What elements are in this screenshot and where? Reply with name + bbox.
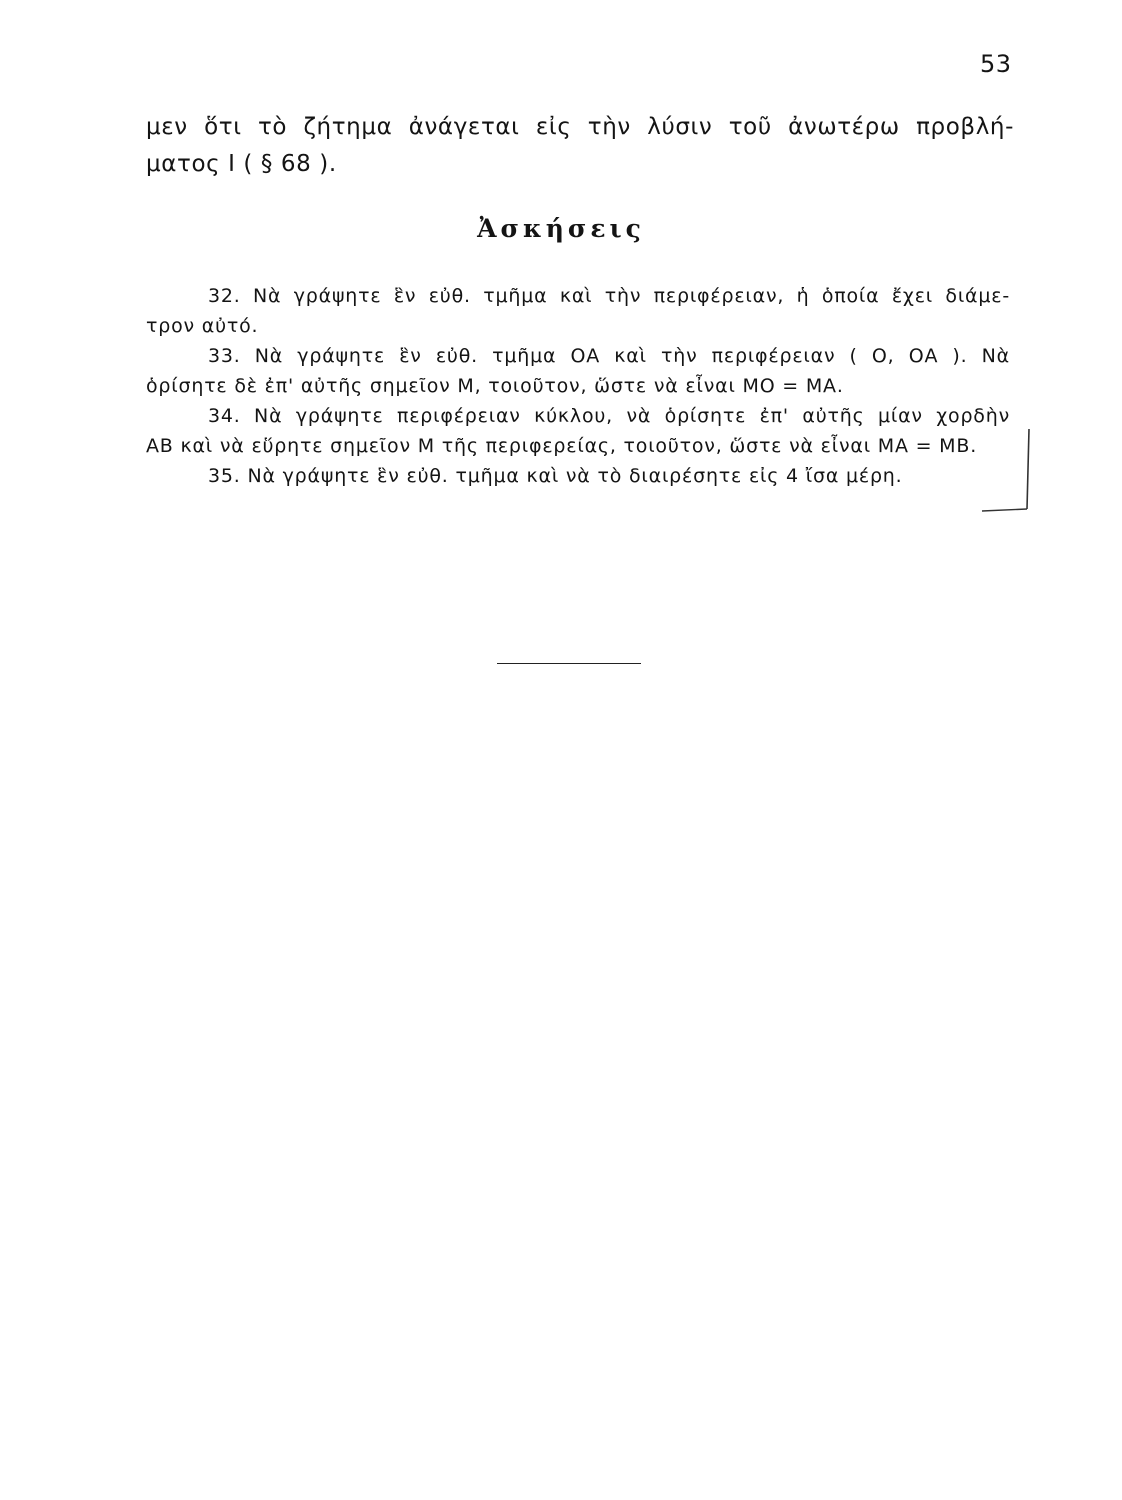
- exercise-33: [146, 341, 1010, 401]
- exercise-line: ΑΒ καὶ νὰ εὕρητε σημεῖον Μ τῆς περιφερείας, τοιοῦτον, ὥστε νὰ εἶναι ΜΑ = ΜΒ.: [146, 435, 978, 457]
- section-heading: Ἀσκήσεις: [477, 214, 645, 243]
- exercise-line: 35. Νὰ γράψητε ἓν εὐθ. τμῆμα καὶ νὰ τὸ διαιρέσητε εἰς 4 ἴσα μέρη.: [208, 465, 903, 487]
- intro-paragraph: [146, 109, 1014, 183]
- exercise-line: ὁρίσητε δὲ ἐπ' αὐτῆς σημεῖον Μ, τοιοῦτον, ὥστε νὰ εἶναι ΜΟ = ΜΑ.: [146, 375, 844, 397]
- exercise-32: [146, 281, 1010, 341]
- exercise-line: 32. Νὰ γράψητε ἓν εὐθ. τμῆμα καὶ τὴν περιφέρειαν, ἡ ὁποία ἔχει διάμε-: [208, 285, 1010, 307]
- exercise-35: [146, 461, 1010, 491]
- exercise-line: 34. Νὰ γράψητε περιφέρειαν κύκλου, νὰ ὁρίσητε ἐπ' αὐτῆς μίαν χορδὴν: [208, 405, 1010, 427]
- page-number: 53: [980, 50, 1012, 78]
- intro-line-1: μεν ὅτι τὸ ζήτημα ἀνάγεται εἰς τὴν λύσιν τοῦ ἀνωτέρω προβλή-: [146, 114, 1014, 140]
- end-rule: [497, 663, 641, 664]
- exercise-line: 33. Νὰ γράψητε ἓν εὐθ. τμῆμα ΟΑ καὶ τὴν περιφέρειαν ( Ο, ΟΑ ). Νὰ: [208, 345, 1010, 367]
- intro-line-2: ματος Ι ( § 68 ).: [146, 151, 337, 177]
- margin-bracket-mark: [980, 425, 1030, 517]
- exercise-34: [146, 401, 1010, 461]
- exercise-line: τρον αὐτό.: [146, 315, 259, 337]
